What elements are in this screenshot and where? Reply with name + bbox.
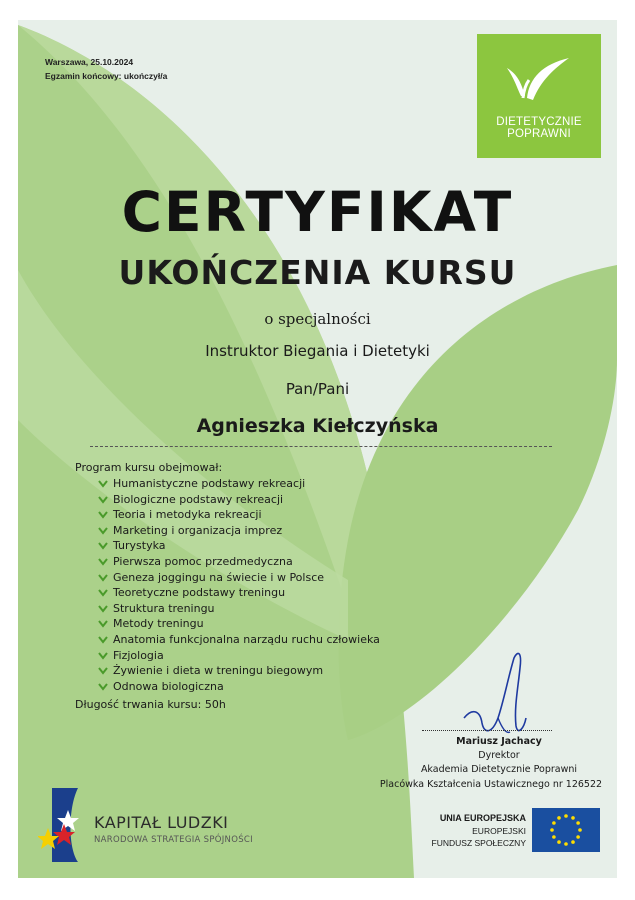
eu-star	[571, 816, 575, 820]
check-chevron-icon	[96, 650, 110, 662]
program-item-label: Metody treningu	[113, 617, 204, 631]
program-item-label: Turystyka	[113, 539, 166, 553]
specialty-name: Instruktor Biegania i Dietetyki	[205, 342, 430, 360]
logo-line-2: POPRAWNI	[507, 128, 571, 140]
check-chevron-icon	[96, 478, 110, 490]
program-item-label: Pierwsza pomoc przedmedyczna	[113, 554, 293, 568]
program-item-label: Anatomia funkcjonalna narządu ruchu człowieka	[113, 632, 380, 646]
eu-star	[576, 821, 580, 825]
program-list	[96, 476, 380, 694]
check-chevron-icon	[96, 494, 110, 506]
certificate-sheet	[18, 20, 617, 878]
check-chevron-icon	[96, 525, 110, 537]
program-item-label: Struktura treningu	[113, 601, 215, 615]
eu-star	[552, 821, 556, 825]
program-list-item	[96, 523, 380, 539]
issue-date: Warszawa, 25.10.2024	[45, 57, 134, 67]
signatory-organization: Akademia Dietetycznie Poprawni	[420, 764, 578, 775]
divider	[90, 446, 552, 447]
check-chevron-icon	[96, 509, 110, 521]
kapital-ludzki-logo-icon	[38, 788, 88, 862]
eu-star	[564, 842, 568, 846]
organization-registration: Placówka Kształcenia Ustawicznego nr 126522	[379, 779, 603, 790]
check-chevron-icon	[96, 681, 110, 693]
eu-line-2: EUROPEJSKI	[472, 826, 526, 836]
certificate-title: CERTYFIKAT	[121, 180, 514, 244]
signatory-name: Mariusz Jachacy	[456, 736, 542, 747]
handwritten-signature	[458, 648, 548, 738]
brand-logo	[477, 34, 601, 158]
course-duration: Długość trwania kursu: 50h	[75, 698, 226, 711]
check-chevron-icon	[96, 540, 110, 552]
program-item-label: Żywienie i dieta w treningu biegowym	[113, 664, 324, 678]
program-item-label: Odnowa biologiczna	[113, 679, 224, 693]
sprout-icon	[477, 34, 601, 114]
program-item-label: Biologiczne podstawy rekreacji	[113, 492, 284, 506]
check-chevron-icon	[96, 665, 110, 677]
exam-status: Egzamin końcowy: ukończył/a	[45, 71, 168, 81]
program-item-label: Fizjologia	[113, 648, 164, 662]
eu-star	[578, 828, 582, 832]
program-list-item	[96, 632, 380, 648]
program-list-item	[96, 507, 380, 523]
eu-star	[557, 840, 561, 844]
recipient-name: Agnieszka Kiełczyńska	[196, 415, 439, 437]
program-list-item	[96, 679, 380, 695]
program-list-item	[96, 570, 380, 586]
salutation: Pan/Pani	[285, 380, 350, 398]
program-list-item	[96, 616, 380, 632]
eu-flag-icon	[532, 808, 600, 852]
program-list-item	[96, 585, 380, 601]
eu-star	[557, 816, 561, 820]
eu-star	[564, 814, 568, 818]
eu-star	[552, 835, 556, 839]
program-heading: Program kursu obejmował:	[75, 461, 223, 474]
eu-line-3: FUNDUSZ SPOŁECZNY	[431, 838, 526, 848]
check-chevron-icon	[96, 603, 110, 615]
program-list-item	[96, 492, 380, 508]
certificate-subtitle: UKOŃCZENIA KURSU	[118, 253, 517, 292]
program-item-label: Teoria i metodyka rekreacji	[113, 508, 262, 522]
program-list-item	[96, 648, 380, 664]
program-item-label: Teoretyczne podstawy treningu	[113, 586, 286, 600]
program-list-item	[96, 601, 380, 617]
program-list-item	[96, 663, 380, 679]
eu-line-1: UNIA EUROPEJSKA	[439, 813, 526, 823]
signatory-role: Dyrektor	[478, 750, 520, 761]
kapital-ludzki-title: KAPITAŁ LUDZKI	[94, 813, 229, 832]
kapital-ludzki-subtitle: NARODOWA STRATEGIA SPÓJNOŚCI	[94, 835, 253, 845]
eu-star	[576, 835, 580, 839]
program-item-label: Humanistyczne podstawy rekreacji	[113, 477, 306, 490]
program-list-item	[96, 538, 380, 554]
check-chevron-icon	[96, 556, 110, 568]
program-list-item	[96, 554, 380, 570]
logo-line-1: DIETETYCZNIE	[496, 116, 582, 128]
program-item-label: Marketing i organizacja imprez	[113, 523, 283, 537]
check-chevron-icon	[96, 634, 110, 646]
program-item-label: Geneza joggingu na świecie i w Polsce	[113, 570, 325, 584]
check-chevron-icon	[96, 618, 110, 630]
eu-star	[550, 828, 554, 832]
check-chevron-icon	[96, 587, 110, 599]
check-chevron-icon	[96, 572, 110, 584]
eu-star	[571, 840, 575, 844]
signature-line	[422, 730, 552, 731]
specialty-intro: o specjalności	[264, 310, 371, 328]
program-list-item	[96, 476, 380, 492]
